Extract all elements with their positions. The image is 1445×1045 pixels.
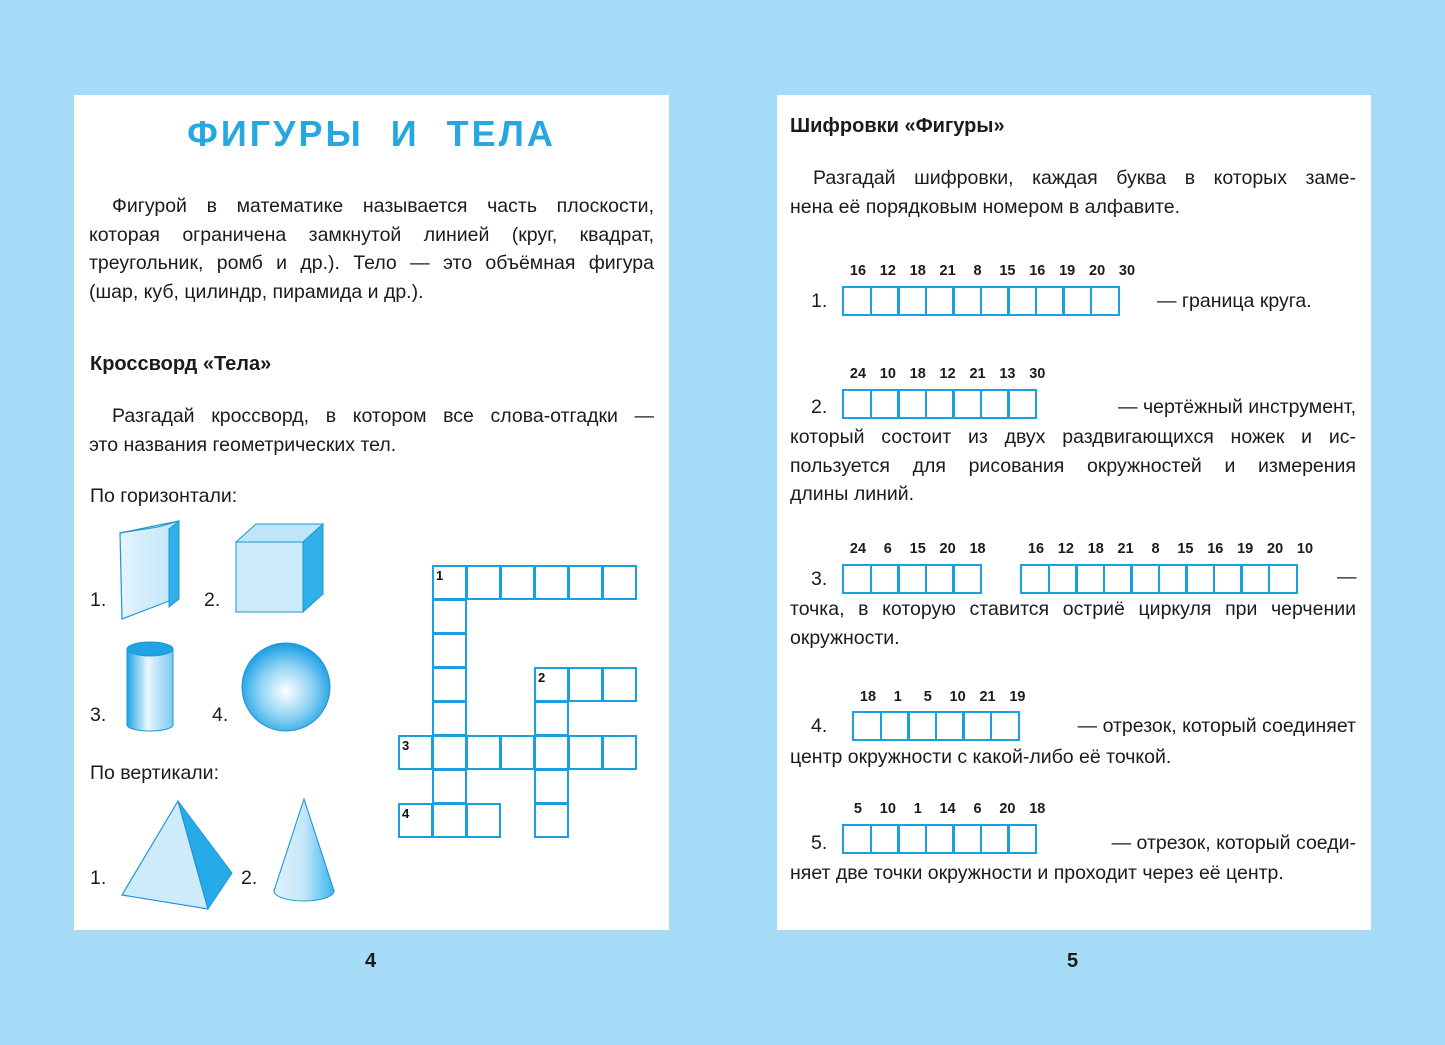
answer-cell[interactable] bbox=[952, 389, 982, 419]
cipher-code: 16 bbox=[1029, 263, 1046, 279]
answer-cell[interactable] bbox=[1007, 286, 1037, 316]
answer-cell[interactable] bbox=[897, 564, 927, 594]
cipher-code: 20 bbox=[939, 541, 956, 557]
item-text: окружности. bbox=[790, 626, 900, 649]
crossword-cell[interactable] bbox=[568, 667, 603, 702]
horizontal-label: По горизонтали: bbox=[90, 485, 238, 507]
answer-cell[interactable] bbox=[952, 286, 982, 316]
item-number: 2. bbox=[811, 396, 828, 418]
cipher-code: 12 bbox=[939, 366, 956, 382]
answer-cell[interactable] bbox=[852, 711, 882, 741]
cipher-codes bbox=[1021, 541, 1320, 557]
answer-cell[interactable] bbox=[897, 824, 927, 854]
cipher-code: 16 bbox=[1027, 541, 1045, 557]
cipher-code: 30 bbox=[1029, 366, 1046, 382]
answer-cell[interactable] bbox=[880, 711, 910, 741]
answer-cell[interactable] bbox=[842, 389, 872, 419]
cipher-code: 1 bbox=[893, 689, 902, 705]
cipher-code: 20 bbox=[1267, 541, 1284, 557]
answer-cell[interactable] bbox=[925, 286, 955, 316]
cipher-codes bbox=[843, 366, 1052, 382]
cipher-code: 8 bbox=[973, 263, 982, 279]
crossword-cell[interactable] bbox=[534, 701, 569, 736]
answer-cell[interactable] bbox=[842, 824, 872, 854]
cipher-code: 1 bbox=[913, 801, 922, 817]
answer-cell[interactable] bbox=[952, 564, 982, 594]
cipher-codes bbox=[853, 689, 1032, 705]
cipher-code: 10 bbox=[879, 801, 896, 817]
item-text: центр окружности с какой-либо её точкой. bbox=[790, 746, 1172, 768]
vertical-label: По вертикали: bbox=[90, 762, 219, 784]
cipher-code: 8 bbox=[1151, 541, 1160, 557]
cipher-code: 19 bbox=[1009, 689, 1026, 705]
cipher-code: 18 bbox=[909, 366, 926, 382]
page-number-left: 4 bbox=[365, 950, 377, 972]
item-number: 5. bbox=[811, 832, 828, 854]
item-text-block bbox=[790, 595, 1356, 652]
crossword-cell[interactable] bbox=[534, 565, 569, 600]
cipher-code: 15 bbox=[999, 263, 1016, 279]
item-number: 1. bbox=[811, 290, 828, 312]
answer-cell[interactable] bbox=[962, 711, 992, 741]
crossword-number: 4 bbox=[402, 806, 410, 821]
item-text: точка, в которую ставится остриё циркуля при черчении bbox=[790, 598, 1356, 620]
answer-cell[interactable] bbox=[980, 286, 1010, 316]
item-text-block bbox=[790, 423, 1356, 509]
cipher-intro bbox=[790, 164, 1356, 221]
answer-cell[interactable] bbox=[925, 389, 955, 419]
crossword-intro-line: это названия геометрических тел. bbox=[89, 433, 397, 456]
answer-cell[interactable] bbox=[1240, 564, 1270, 594]
item-text: который состоит из двух раздвигающихся ножек и ис- bbox=[790, 426, 1356, 448]
cipher-code: 10 bbox=[1296, 541, 1314, 557]
item-text: — чертёжный инструмент, bbox=[1118, 396, 1356, 418]
answer-cell[interactable] bbox=[1075, 564, 1105, 594]
cipher-code: 30 bbox=[1118, 263, 1136, 279]
cipher-codes bbox=[843, 263, 1142, 279]
cipher-code: 15 bbox=[1177, 541, 1194, 557]
answer-cell[interactable] bbox=[1158, 564, 1188, 594]
shape-label: 4. bbox=[212, 704, 229, 726]
cipher-code: 13 bbox=[999, 366, 1016, 382]
crossword-cell[interactable] bbox=[432, 735, 467, 770]
cipher-code: 12 bbox=[1057, 541, 1074, 557]
crossword-cell[interactable] bbox=[534, 769, 569, 804]
answer-cell[interactable] bbox=[897, 286, 927, 316]
answer-cell[interactable] bbox=[1213, 564, 1243, 594]
cipher-code: 21 bbox=[979, 689, 996, 705]
answer-cell[interactable] bbox=[870, 824, 900, 854]
cipher-code: 12 bbox=[879, 263, 896, 279]
answer-cells[interactable] bbox=[842, 564, 982, 594]
cube-icon bbox=[232, 521, 326, 617]
answer-cells[interactable] bbox=[852, 711, 1020, 741]
cipher-code: 20 bbox=[999, 801, 1016, 817]
answer-cell[interactable] bbox=[1130, 564, 1160, 594]
crossword-cell[interactable] bbox=[602, 667, 637, 702]
shape-label: 1. bbox=[90, 589, 107, 611]
cipher-codes bbox=[843, 801, 1052, 817]
cipher-code: 18 bbox=[969, 541, 986, 557]
cipher-intro-line: нена её порядковым номером в алфавите. bbox=[790, 195, 1181, 218]
answer-cell[interactable] bbox=[1035, 286, 1065, 316]
crossword-cell[interactable] bbox=[602, 735, 637, 770]
cipher-code: 10 bbox=[879, 366, 896, 382]
pyramid-icon bbox=[114, 795, 234, 915]
answer-cell[interactable] bbox=[907, 711, 937, 741]
item-text: — граница круга. bbox=[1157, 290, 1312, 312]
cipher-code: 19 bbox=[1059, 263, 1076, 279]
sphere-icon bbox=[239, 640, 334, 735]
crossword-cell[interactable] bbox=[432, 633, 467, 668]
crossword-intro bbox=[89, 402, 654, 459]
answer-cell[interactable] bbox=[842, 286, 872, 316]
crossword-cell[interactable] bbox=[432, 769, 467, 804]
crossword-cell[interactable] bbox=[432, 599, 467, 634]
crossword-cell[interactable] bbox=[534, 803, 569, 838]
crossword-cell[interactable] bbox=[568, 565, 603, 600]
shape-label: 2. bbox=[204, 589, 221, 611]
answer-cell[interactable] bbox=[925, 824, 955, 854]
answer-cell[interactable] bbox=[1007, 389, 1037, 419]
crossword-cell[interactable] bbox=[466, 735, 501, 770]
crossword-cell[interactable] bbox=[500, 565, 535, 600]
cipher-code: 24 bbox=[849, 366, 867, 382]
item-text: — отрезок, который соеди- bbox=[1111, 832, 1356, 854]
answer-cells[interactable] bbox=[842, 389, 1037, 419]
crossword-cell[interactable] bbox=[568, 735, 603, 770]
item-text: — отрезок, который соединяет bbox=[1077, 715, 1356, 737]
crossword-intro-line: Разгадай кроссворд, в котором все слова-отгадки — bbox=[112, 405, 654, 427]
cipher-code: 18 bbox=[909, 263, 926, 279]
crossword-cell[interactable] bbox=[466, 803, 501, 838]
cipher-code: 21 bbox=[939, 263, 956, 279]
answer-cell[interactable] bbox=[1268, 564, 1298, 594]
answer-cell[interactable] bbox=[1185, 564, 1215, 594]
cipher-code: 21 bbox=[1117, 541, 1134, 557]
intro-line: Фигурой в математике называется часть плоскости, bbox=[112, 195, 654, 217]
answer-cell[interactable] bbox=[897, 389, 927, 419]
shape-label: 2. bbox=[241, 867, 258, 889]
cipher-code: 15 bbox=[909, 541, 926, 557]
cipher-code: 14 bbox=[939, 801, 956, 817]
intro-line: треугольник, ромб и др.). Тело — это объёмная фигура bbox=[89, 252, 654, 274]
item-number: 4. bbox=[811, 715, 828, 737]
right-page bbox=[777, 95, 1371, 930]
answer-cell[interactable] bbox=[980, 389, 1010, 419]
cipher-code: 20 bbox=[1089, 263, 1106, 279]
intro-paragraph bbox=[89, 192, 654, 306]
cipher-code: 10 bbox=[949, 689, 966, 705]
crossword-cell[interactable] bbox=[432, 803, 467, 838]
intro-line: которая ограничена замкнутой линией (круг, квадрат, bbox=[89, 223, 654, 246]
answer-cell[interactable] bbox=[925, 564, 955, 594]
answer-cell[interactable] bbox=[870, 286, 900, 316]
answer-cell[interactable] bbox=[1048, 564, 1078, 594]
cipher-code: 16 bbox=[849, 263, 867, 279]
answer-cell[interactable] bbox=[870, 389, 900, 419]
cipher-code: 24 bbox=[849, 541, 867, 557]
answer-cells[interactable] bbox=[842, 824, 1037, 854]
answer-cell[interactable] bbox=[952, 824, 982, 854]
cipher-code: 16 bbox=[1207, 541, 1224, 557]
crossword-cell[interactable] bbox=[602, 565, 637, 600]
item-text: няет две точки окружности и проходит через её центр. bbox=[790, 862, 1284, 884]
shape-label: 3. bbox=[90, 704, 107, 726]
answer-cell[interactable] bbox=[1020, 564, 1050, 594]
cone-icon bbox=[269, 795, 339, 907]
answer-cell[interactable] bbox=[1007, 824, 1037, 854]
shape-label: 1. bbox=[90, 867, 107, 889]
crossword-number: 3 bbox=[402, 738, 410, 753]
crossword-number: 2 bbox=[538, 670, 546, 685]
triangular-prism-icon bbox=[114, 515, 189, 625]
crossword-cell[interactable] bbox=[432, 667, 467, 702]
item-text: — bbox=[1337, 566, 1357, 588]
page-number-right: 5 bbox=[1067, 950, 1079, 972]
cipher-code: 5 bbox=[923, 689, 932, 705]
crossword-cell[interactable] bbox=[466, 565, 501, 600]
answer-cell[interactable] bbox=[935, 711, 965, 741]
answer-cell[interactable] bbox=[1062, 286, 1092, 316]
answer-cell[interactable] bbox=[1090, 286, 1120, 316]
answer-cell[interactable] bbox=[990, 711, 1020, 741]
item-text: длины линий. bbox=[790, 483, 915, 505]
item-text-block bbox=[790, 743, 1356, 772]
page-title: ФИГУРЫ И ТЕЛА bbox=[187, 113, 556, 154]
crossword-cell[interactable] bbox=[500, 735, 535, 770]
cipher-code: 18 bbox=[859, 689, 877, 705]
crossword-cell[interactable] bbox=[534, 735, 569, 770]
cipher-codes bbox=[843, 541, 992, 557]
answer-cell[interactable] bbox=[1103, 564, 1133, 594]
left-page bbox=[74, 95, 669, 930]
answer-cells[interactable] bbox=[842, 286, 1120, 316]
cipher-code: 6 bbox=[883, 541, 892, 557]
crossword-number: 1 bbox=[436, 568, 444, 583]
crossword-heading: Кроссворд «Тела» bbox=[90, 353, 272, 375]
cipher-heading: Шифровки «Фигуры» bbox=[790, 115, 1005, 137]
cipher-code: 19 bbox=[1237, 541, 1254, 557]
cipher-code: 21 bbox=[969, 366, 986, 382]
answer-cells[interactable] bbox=[1020, 564, 1298, 594]
intro-line: (шар, куб, цилиндр, пирамида и др.). bbox=[89, 280, 424, 303]
cylinder-icon bbox=[124, 640, 179, 735]
item-number: 3. bbox=[811, 568, 828, 590]
cipher-code: 18 bbox=[1029, 801, 1046, 817]
answer-cell[interactable] bbox=[870, 564, 900, 594]
item-text: пользуется для рисования окружностей и измерения bbox=[790, 454, 1356, 477]
cipher-code: 5 bbox=[853, 801, 862, 817]
item-text-block bbox=[790, 859, 1356, 888]
cipher-intro-line: Разгадай шифровки, каждая буква в которых заме- bbox=[813, 167, 1356, 189]
crossword-cell[interactable] bbox=[432, 701, 467, 736]
cipher-code: 6 bbox=[973, 801, 982, 817]
answer-cell[interactable] bbox=[980, 824, 1010, 854]
cipher-code: 18 bbox=[1087, 541, 1104, 557]
answer-cell[interactable] bbox=[842, 564, 872, 594]
